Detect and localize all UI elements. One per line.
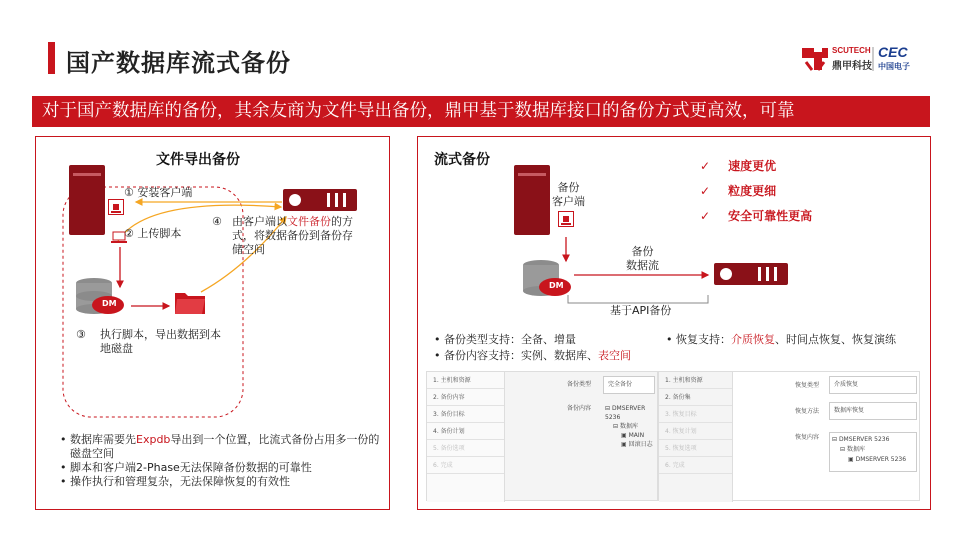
wizard-step: 4. 恢复计划 [659, 423, 732, 440]
stream-label: 备份 数据流 [626, 245, 659, 272]
backup-storage-server [283, 189, 357, 211]
step2-label: ② 上传脚本 [124, 227, 182, 240]
client-agent-icon [558, 211, 574, 227]
client-label: 备份 客户端 [552, 181, 585, 208]
logo-cec-text: CEC [878, 44, 908, 60]
backup-content-label: 备份内容 [567, 405, 592, 412]
file-export-panel [35, 136, 390, 510]
api-backup-label: 基于API备份 [610, 304, 672, 317]
streaming-backup-panel [417, 136, 931, 510]
wizard-step: 2. 备份内容 [427, 389, 504, 406]
source-host-server [69, 165, 105, 235]
wizard-step: 3. 备份目标 [427, 406, 504, 423]
dm-label: DM [102, 299, 117, 308]
feature-backup-content: • 备份内容支持：实例、数据库、表空间 [434, 349, 631, 362]
restore-content-label: 恢复内容 [795, 434, 820, 441]
wizard-step: 5. 备份选项 [427, 440, 504, 457]
wizard-step: 4. 备份计划 [427, 423, 504, 440]
restore-wizard-screenshot [658, 371, 920, 501]
backup-client-server [514, 165, 550, 235]
dm-label: DM [549, 281, 564, 290]
check-icon: ✓ [700, 184, 711, 198]
check-icon: ✓ [700, 159, 711, 173]
panel-title: 流式备份 [434, 152, 490, 168]
list-item: • 操作执行和管理复杂，无法保障恢复的有效性 [60, 475, 290, 488]
left-bullet-list [60, 433, 380, 489]
step4-num: ④ [212, 215, 222, 228]
advantages-list [700, 155, 812, 230]
list-item: ✓ 速度更优 [700, 159, 777, 173]
backup-content-tree[interactable]: ⊟ DMSERVER 5236 ⊟ 数据库 ▣ MAIN ▣ 回滚日志 [605, 405, 653, 448]
step4-label: 由客户端以文件备份的方式，将数据备份到备份存储空间 [232, 215, 353, 256]
list-item: • 脚本和客户端2-Phase无法保障备份数据的可靠性 [60, 461, 312, 474]
backup-type-select[interactable]: 完全备份 [603, 376, 655, 394]
list-item: ✓ 粒度更细 [700, 184, 777, 198]
restore-method-label: 恢复方法 [795, 408, 820, 415]
export-folder-icon [174, 289, 206, 319]
check-icon: ✓ [700, 209, 711, 223]
page-title: 国产数据库流式备份 [66, 49, 291, 77]
wizard-step: 6. 完成 [659, 457, 732, 474]
company-logo [800, 44, 920, 74]
list-item: • 数据库需要先Expdb导出到一个位置，比流式备份占用多一份的磁盘空间 [60, 433, 380, 460]
feature-backup-type: • 备份类型支持：全备、增量 [434, 333, 576, 346]
backup-type-label: 备份类型 [567, 381, 592, 388]
wizard-step: 6. 完成 [427, 457, 504, 474]
wizard-step: 2. 备份集 [659, 389, 732, 406]
wizard-step: 5. 恢复选项 [659, 440, 732, 457]
logo-brand-text: SCUTECH [832, 46, 871, 55]
title-accent-bar [48, 42, 55, 74]
restore-type-label: 恢复类型 [795, 382, 820, 389]
wizard-step: 1. 主机和资源 [427, 372, 504, 389]
restore-method-select[interactable]: 数据库恢复 [829, 402, 917, 420]
restore-type-select[interactable]: 介质恢复 [829, 376, 917, 394]
step1-label: ① 安装客户端 [124, 186, 193, 199]
feature-restore: • 恢复支持：介质恢复、时间点恢复、恢复演练 [666, 333, 896, 346]
logo-cec-cn: 中国电子 [878, 62, 910, 71]
panel-title: 文件导出备份 [156, 152, 240, 168]
logo-brand-cn: 鼎甲科技 [832, 61, 872, 72]
list-item: ✓ 安全可靠性更高 [700, 209, 813, 223]
restore-content-tree[interactable]: ⊟ DMSERVER 5236 ⊟ 数据库 ▣ DMSERVER 5236 [829, 432, 917, 472]
client-agent-icon [108, 199, 124, 215]
step3-label: 执行脚本，导出数据到本地磁盘 [100, 328, 221, 355]
backup-wizard-screenshot [426, 371, 658, 501]
wizard-step: 3. 恢复目标 [659, 406, 732, 423]
wizard-step: 1. 主机和资源 [659, 372, 732, 389]
step3-num: ③ [76, 328, 86, 341]
summary-banner: 对于国产数据库的备份，其余友商为文件导出备份，鼎甲基于数据库接口的备份方式更高效，可靠 [32, 96, 930, 127]
backup-storage-server [714, 263, 788, 285]
